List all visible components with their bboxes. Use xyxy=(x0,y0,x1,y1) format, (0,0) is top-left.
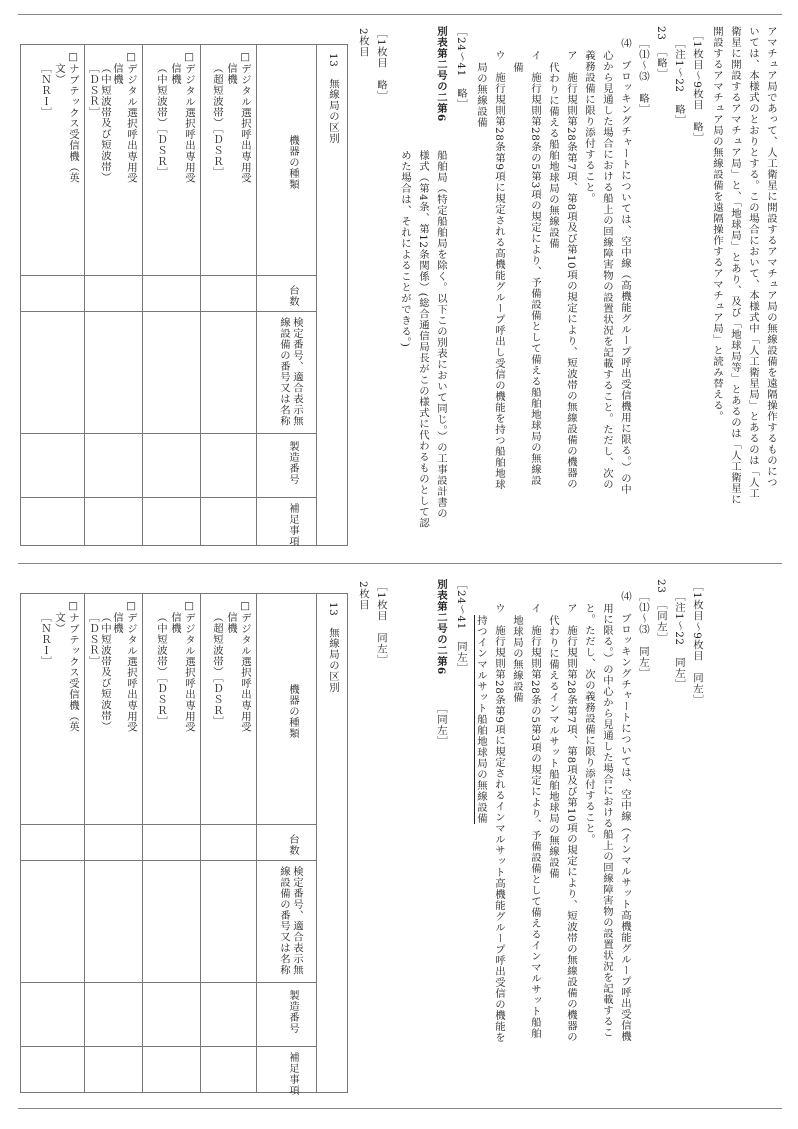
item-a-line-2: 代わりに備える船舶地球局の無線設備 xyxy=(547,62,559,249)
table-divider xyxy=(142,594,143,1092)
row-1-line-1: □デジタル選択呼出専用受 xyxy=(239,51,251,184)
row-1-line-3: （超短波帯）［ＤＳＲ］ xyxy=(211,63,223,178)
header-count: 台数 xyxy=(287,285,299,307)
row-1-line-2: 信機 xyxy=(225,612,237,634)
item-u-line-2: 持つインマルサット船舶地球局の無線設備 xyxy=(475,615,487,824)
item-i-line-2: 地球局の無線設備 xyxy=(511,615,523,703)
lower-section xyxy=(18,573,782,1096)
table-divider xyxy=(21,311,317,312)
sheet-2-label: 2枚目 xyxy=(357,581,369,611)
bottom-rule xyxy=(18,1108,782,1109)
equipment-table xyxy=(20,593,348,1096)
row-4-line-2: 文） xyxy=(53,612,65,634)
header-equipment-type: 機器の種類 xyxy=(287,684,299,739)
item-1-3: ［⑴～⑶ 略］ xyxy=(637,38,649,115)
table-divider xyxy=(21,824,317,825)
annex-title: 別表第二号の二第6 xyxy=(435,579,447,675)
row-2-line-3: （中短波帯）［ＤＳＲ］ xyxy=(155,612,167,727)
table-divider xyxy=(84,45,85,545)
header-serial-number: 製造番号 xyxy=(287,441,299,485)
row-4-line-3: ［ＮＲＩ］ xyxy=(39,612,51,667)
row-3-line-2: 信機 xyxy=(111,63,123,85)
intro-line-2: いては、本様式のとおりとする。この場合において、本様式中「人工衛星局」とあるのは「人工 xyxy=(747,26,759,499)
upper-section xyxy=(18,20,782,550)
annex-text-2: 様式（第4条、第12条関係）(総合通信局長がこの様式に代わるものとして認 xyxy=(417,150,429,529)
table-divider xyxy=(316,594,317,1092)
item-4-line-2: 心から見通した場合における船上の回線障害物の設置状況を記載すること。ただし、次の xyxy=(601,50,613,490)
item-4-line-3: 義務設備に限り添付すること。 xyxy=(583,50,595,204)
section-header: 13 無線局の区別 xyxy=(327,602,339,693)
header-approval-number: 検定番号、適合表示無線設備の番号又は名称 xyxy=(278,866,303,975)
middle-rule xyxy=(18,563,782,564)
header-notes: 補足事項 xyxy=(287,1052,299,1096)
item-a-line-1: ア 施行規則第28条第7項、第8項及び第10項の規定により、短波帯の無線設備の機器の xyxy=(565,603,577,1043)
equipment-table xyxy=(20,44,348,546)
item-i-line-1: イ 施行規則第28条の5第3項の規定により、予備設備として備える船舶地球局の無線設 xyxy=(529,50,541,486)
item-u-line-1: ウ 施行規則第28条第9項に規定される高機能グループ呼出し受信の機能を持つ船舶地球 xyxy=(493,50,505,490)
header-count: 台数 xyxy=(287,834,299,856)
range-omitted: ［24～41 略］ xyxy=(455,26,467,110)
row-3-line-3: （中短波帯及び短波帯） xyxy=(99,612,111,732)
row-3-line-4: ［ＤＳＲ］ xyxy=(87,612,99,667)
table-divider xyxy=(142,45,143,545)
table-divider xyxy=(316,45,317,545)
intro-line-1: アマチュア局であって、人工衛星に開設するアマチュア局の無線設備を遠隔操作するものにつ xyxy=(765,26,777,488)
item-23: 23 ［同左］ xyxy=(655,579,667,644)
annex-text-same: ［同左］ xyxy=(435,703,447,747)
table-divider xyxy=(84,594,85,1092)
header-equipment-type: 機器の種類 xyxy=(287,135,299,190)
item-1-3: ［⑴～⑶ 同左］ xyxy=(637,591,649,679)
header-notes: 補足事項 xyxy=(287,503,299,547)
note-same: ［注1～22 同左］ xyxy=(673,591,685,690)
table-divider xyxy=(256,594,257,1092)
note-omitted: ［注1～22 略］ xyxy=(673,38,685,126)
table-divider xyxy=(21,497,317,498)
annex-title: 別表第二号の二第6 xyxy=(435,26,447,122)
item-u-line-1: ウ 施行規則第28条第9項に規定されるインマルサット高機能グループ呼出受信の機能を xyxy=(493,603,505,1043)
row-2-line-2: 信機 xyxy=(169,63,181,85)
row-3-line-1: □デジタル選択呼出専用受 xyxy=(125,600,137,733)
section-header: 13 無線局の区別 xyxy=(327,53,339,144)
annex-text-3: めた場合は、それによることができる。) xyxy=(399,150,411,348)
row-4-line-3: ［ＮＲＩ］ xyxy=(39,63,51,118)
table-divider xyxy=(21,275,317,276)
row-2-line-2: 信機 xyxy=(169,612,181,634)
row-3-line-1: □デジタル選択呼出専用受 xyxy=(125,51,137,184)
row-4-line-2: 文） xyxy=(53,63,65,85)
sheet-range-same: ［1枚目～9枚目 同左］ xyxy=(691,581,703,706)
row-1-line-2: 信機 xyxy=(225,63,237,85)
intro-line-3: 衛星に開設するアマチュア局」と、「地球局」とあり、及び「地球局等」とあるのは「人工衛星に xyxy=(729,26,741,505)
intro-line-4: 開設するアマチュア局の無線設備を遠隔操作するアマチュア局」と読み替える。 xyxy=(711,26,723,422)
row-3-line-3: （中短波帯及び短波帯） xyxy=(99,63,111,183)
item-23: 23 ［略］ xyxy=(655,26,667,80)
row-1-line-3: （超短波帯）［ＤＳＲ］ xyxy=(211,612,223,727)
header-serial-number: 製造番号 xyxy=(287,990,299,1034)
item-a-line-1: ア 施行規則第28条第7項、第8項及び第10項の規定により、短波帯の無線設備の機器の xyxy=(565,50,577,490)
sheet-1-omitted: ［1枚目 略］ xyxy=(375,28,387,102)
row-2-line-1: □デジタル選択呼出専用受 xyxy=(183,600,195,733)
annex-text-1: 船舶局（特定船舶局を除く。以下この別表において同じ。）の工事設計書の xyxy=(435,150,447,519)
table-divider xyxy=(200,45,201,545)
row-1-line-1: □デジタル選択呼出専用受 xyxy=(239,600,251,733)
table-divider xyxy=(21,860,317,861)
item-4-line-2: 用に限る。）の中心から見通した場合における船上の回線障害物の設置状況を記載するこ xyxy=(601,603,613,1038)
range-same: ［24～41 同左］ xyxy=(455,579,467,674)
row-3-line-4: ［ＤＳＲ］ xyxy=(87,63,99,118)
row-4-line-1: □ナブテックス受信機（英 xyxy=(67,600,79,733)
item-u-line-2: 局の無線設備 xyxy=(475,62,487,128)
item-i-line-2: 備 xyxy=(511,62,523,73)
table-divider xyxy=(256,45,257,545)
item-i-line-1: イ 施行規則第28条の5第3項の規定により、予備設備として備えるインマルサット船舶 xyxy=(529,603,541,1039)
table-divider xyxy=(21,982,317,983)
sheet-1-same: ［1枚目 同左］ xyxy=(375,581,387,666)
sheet-range-omitted: ［1枚目～9枚目 略］ xyxy=(691,30,703,144)
table-divider xyxy=(21,1046,317,1047)
row-2-line-3: （中短波帯）［ＤＳＲ］ xyxy=(155,63,167,178)
item-4-line-1: ⑷ ブロッキングチャートについては、空中線（高機能グループ呼出受信機用に限る。）の中 xyxy=(619,38,631,495)
header-approval-number: 検定番号、適合表示無線設備の番号又は名称 xyxy=(278,317,303,426)
table-divider xyxy=(21,433,317,434)
table-divider xyxy=(200,594,201,1092)
item-4-line-3: と。ただし、次の義務設備に限り添付すること。 xyxy=(583,603,595,845)
row-2-line-1: □デジタル選択呼出専用受 xyxy=(183,51,195,184)
item-a-line-2: 代わりに備えるインマルサット船舶地球局の無線設備 xyxy=(547,615,559,879)
row-4-line-1: □ナブテックス受信機（英 xyxy=(67,51,79,184)
row-3-line-2: 信機 xyxy=(111,612,123,634)
sheet-2-label: 2枚目 xyxy=(357,28,369,58)
item-4-line-1: ⑷ ブロッキングチャートについては、空中線（インマルサット高機能グループ呼出受信機 xyxy=(619,591,631,1042)
top-rule xyxy=(18,14,782,15)
